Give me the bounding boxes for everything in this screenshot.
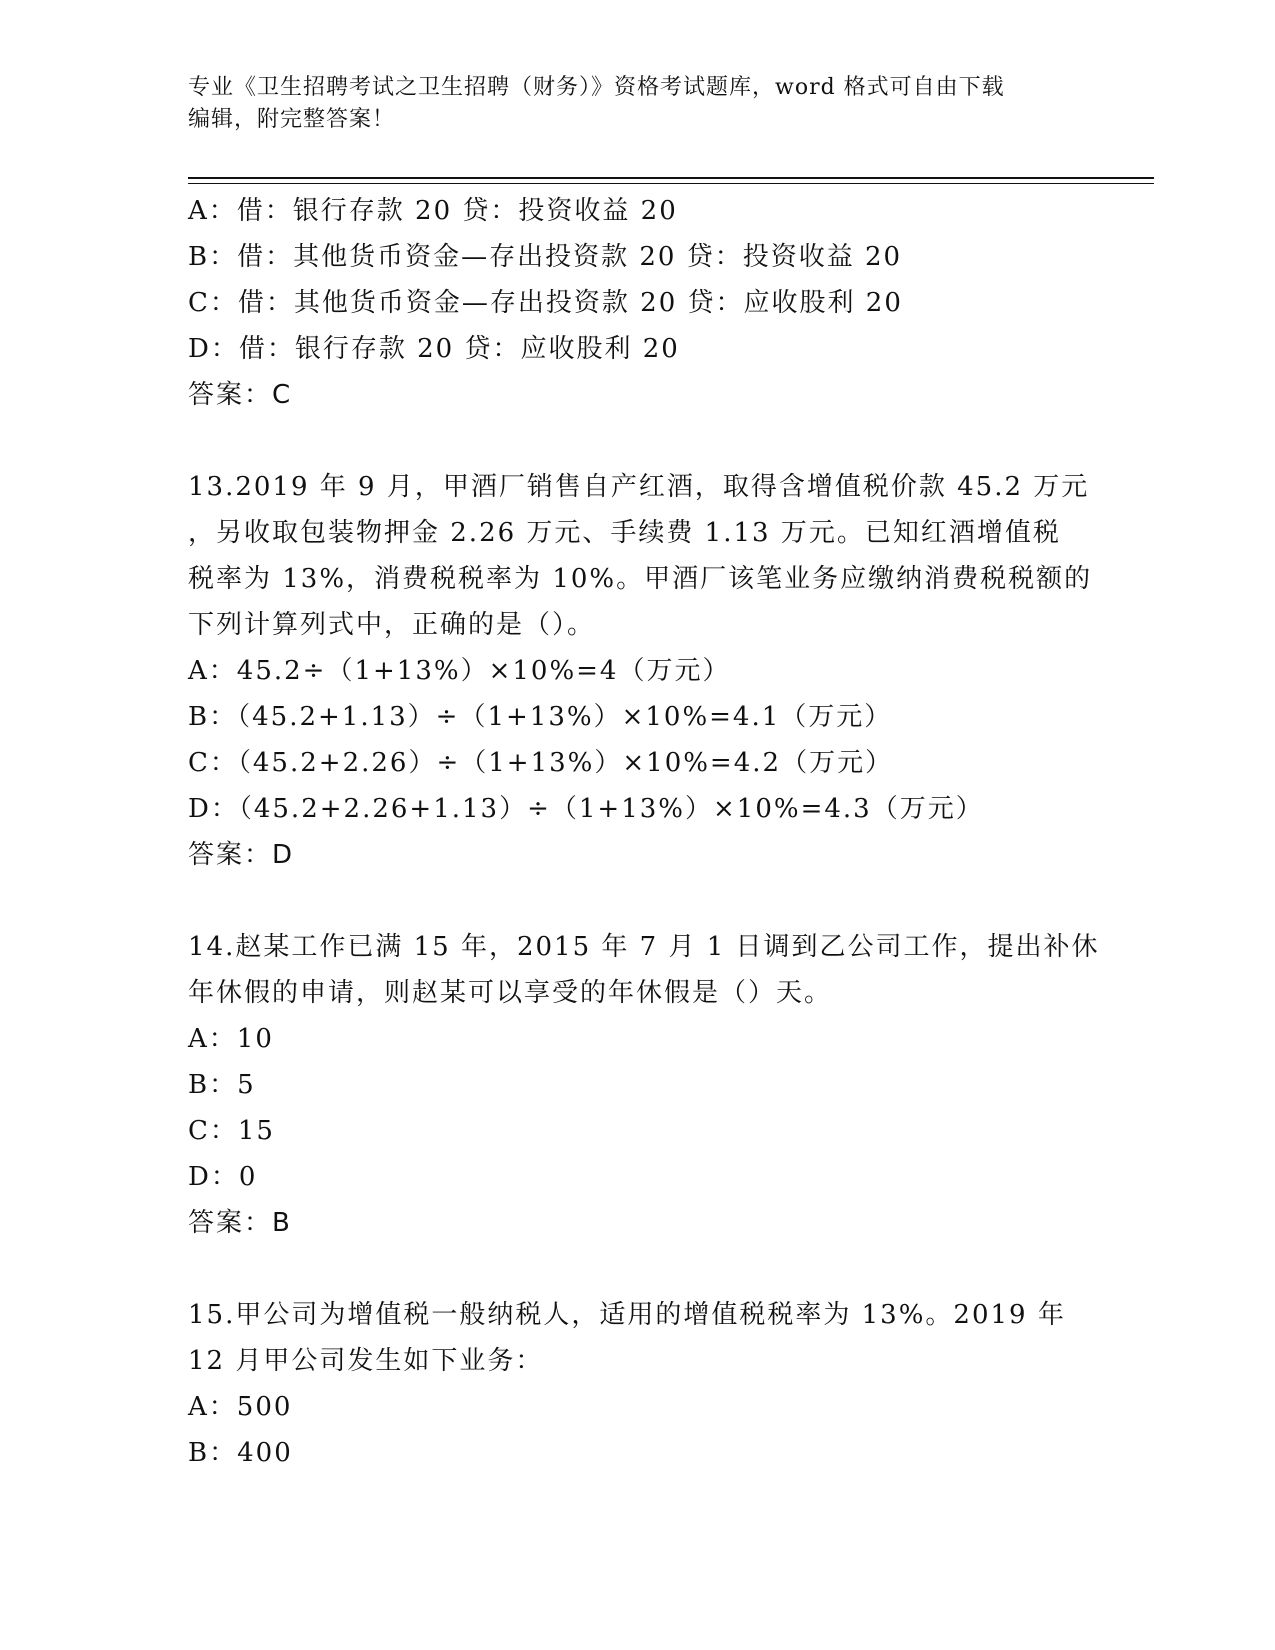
header-line-2: 编辑，附完整答案！ [188, 107, 396, 132]
question-text-line: 13.2019 年 9 月，甲酒厂销售自产红酒，取得含增值税价款 45.2 万元 [188, 472, 1090, 502]
option-a: A：10 [188, 1024, 274, 1054]
question-13 [188, 464, 1093, 878]
question-15 [188, 1292, 1088, 1476]
question-list [188, 188, 1100, 1476]
option-d: D：借：银行存款 20 贷：应收股利 20 [188, 334, 680, 364]
header-line-1: 专业《卫生招聘考试之卫生招聘（财务）》资格考试题库，word 格式可自由下载 [188, 75, 1005, 100]
question-14 [188, 924, 1100, 1246]
option-a: A：500 [188, 1392, 293, 1422]
question-text-line: ，另收取包装物押金 2.26 万元、手续费 1.13 万元。已知红酒增值税 [188, 518, 1061, 548]
answer: 答案：B [188, 1208, 292, 1238]
header-divider-thin [188, 183, 1154, 184]
answer: 答案：D [188, 840, 295, 870]
document-header [188, 72, 1078, 136]
option-c: C：（45.2+2.26）÷（1+13%）×10%=4.2（万元） [188, 748, 894, 778]
question-text-line: 下列计算列式中，正确的是（）。 [188, 610, 596, 640]
option-c: C：借：其他货币资金—存出投资款 20 贷：应收股利 20 [188, 288, 903, 318]
question-text-line: 税率为 13%，消费税税率为 10%。甲酒厂该笔业务应缴纳消费税税额的 [188, 564, 1093, 594]
question-text-line: 15.甲公司为增值税一般纳税人，适用的增值税税率为 13%。2019 年 [188, 1300, 1066, 1330]
option-b: B：借：其他货币资金—存出投资款 20 贷：投资收益 20 [188, 242, 903, 272]
header-divider-thick [188, 177, 1154, 179]
option-d: D：0 [188, 1162, 258, 1192]
question-text-line: 14.赵某工作已满 15 年，2015 年 7 月 1 日调到乙公司工作，提出补休 [188, 932, 1100, 962]
question-text-line: 12 月甲公司发生如下业务： [188, 1346, 544, 1376]
option-b: B：5 [188, 1070, 256, 1100]
option-a: A：借：银行存款 20 贷：投资收益 20 [188, 196, 678, 226]
answer: 答案：C [188, 380, 293, 410]
question-text-line: 年休假的申请，则赵某可以享受的年休假是（）天。 [188, 978, 833, 1008]
option-c: C：15 [188, 1116, 275, 1146]
question-12-options [188, 188, 1088, 418]
option-b: B：（45.2+1.13）÷（1+13%）×10%=4.1（万元） [188, 702, 893, 732]
option-d: D：（45.2+2.26+1.13）÷（1+13%）×10%=4.3（万元） [188, 794, 984, 824]
option-a: A：45.2÷（1+13%）×10%=4（万元） [188, 656, 731, 686]
option-b: B：400 [188, 1438, 293, 1468]
